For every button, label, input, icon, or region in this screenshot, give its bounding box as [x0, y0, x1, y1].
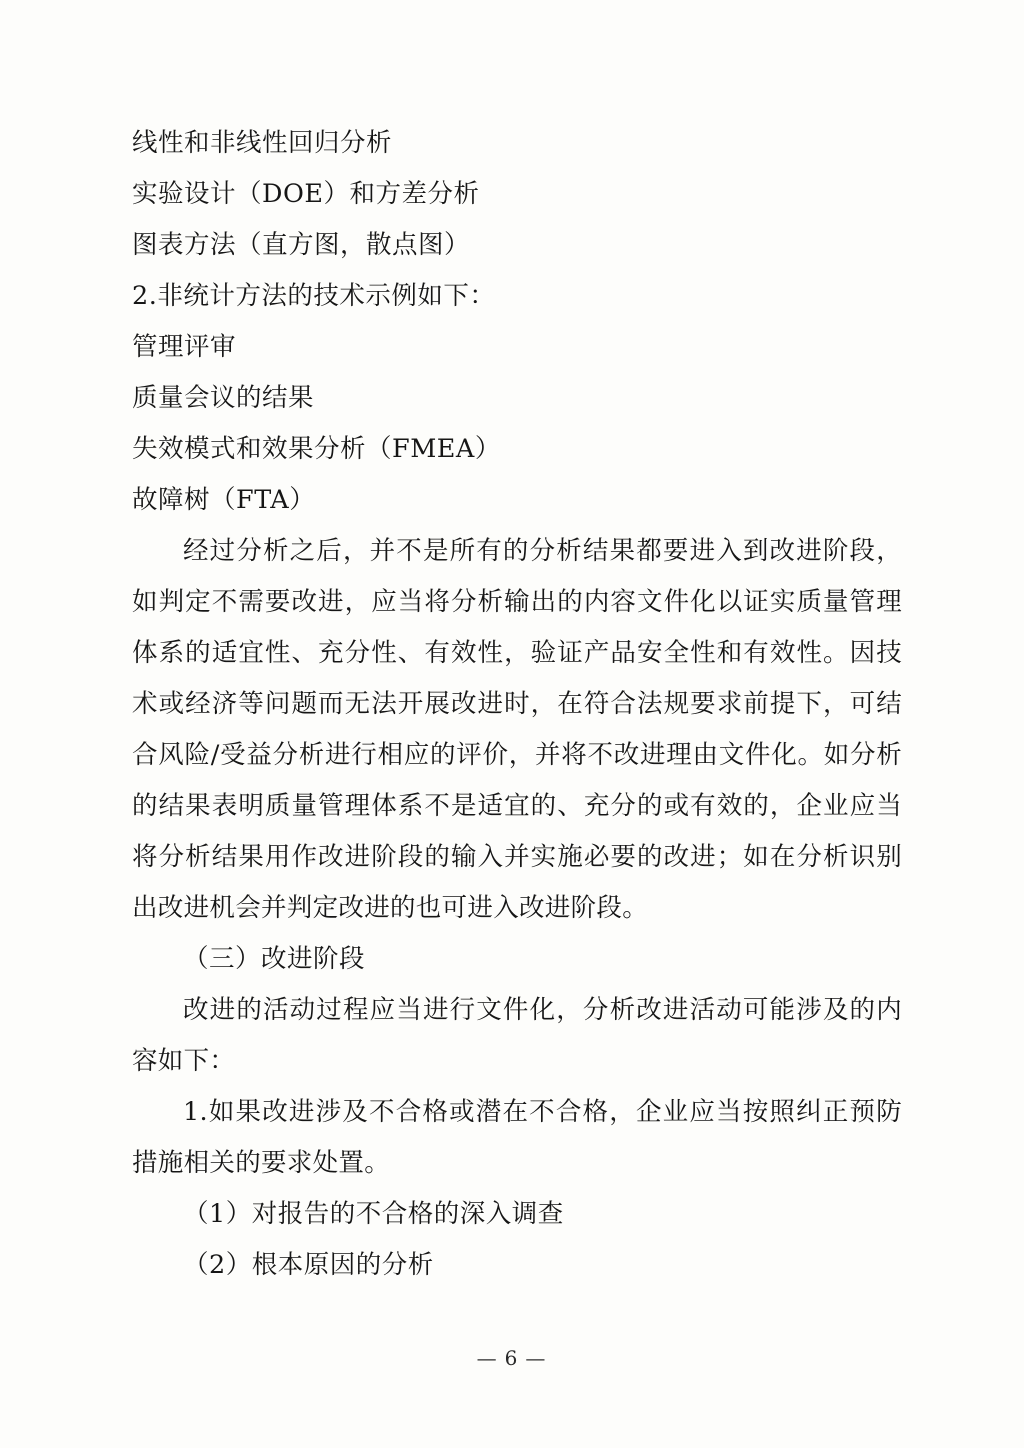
document-body — [132, 118, 902, 1291]
list-item: 2.非统计方法的技术示例如下： — [132, 281, 496, 311]
list-item: 实验设计（DOE）和方差分析 — [132, 179, 480, 209]
list-item: （2）根本原因的分析 — [183, 1250, 434, 1280]
list-item: 图表方法（直方图，散点图） — [132, 230, 471, 260]
paragraph: 改进的活动过程应当进行文件化，分析改进活动可能涉及的内容如下： — [132, 995, 902, 1076]
list-item: 失效模式和效果分析（FMEA） — [132, 434, 501, 464]
section-heading: （三）改进阶段 — [183, 944, 366, 974]
list-item: 故障树（FTA） — [132, 485, 316, 515]
paragraph: 1.如果改进涉及不合格或潜在不合格，企业应当按照纠正预防措施相关的要求处置。 — [132, 1097, 902, 1178]
paragraph: 经过分析之后，并不是所有的分析结果都要进入到改进阶段，如判定不需要改进，应当将分析输出的内容文件化以证实质量管理体系的适宜性、充分性、有效性，验证产品安全性和有效性。因技术或经济等问题而无法开展改进时，在符合法规要求前提下，可结合风险/受益分析进行相应的评价，并将不改进理由文件化。如分析的结果表明质量管理体系不是适宜的、充分的或有效的，企业应当将分析结果用作改进阶段的输入并实施必要的改进；如在分析识别出改进机会并判定改进的也可进入改进阶段。 — [132, 536, 902, 923]
footer-dash-right: — — [525, 1346, 548, 1370]
list-item: 管理评审 — [132, 332, 237, 362]
list-item: （1）对报告的不合格的深入调查 — [183, 1199, 564, 1229]
page-number: 6 — [504, 1346, 520, 1370]
list-item: 质量会议的结果 — [132, 383, 315, 413]
footer-dash-left: — — [476, 1346, 499, 1370]
page-footer — [0, 1346, 1024, 1370]
list-item: 线性和非线性回归分析 — [132, 128, 393, 158]
